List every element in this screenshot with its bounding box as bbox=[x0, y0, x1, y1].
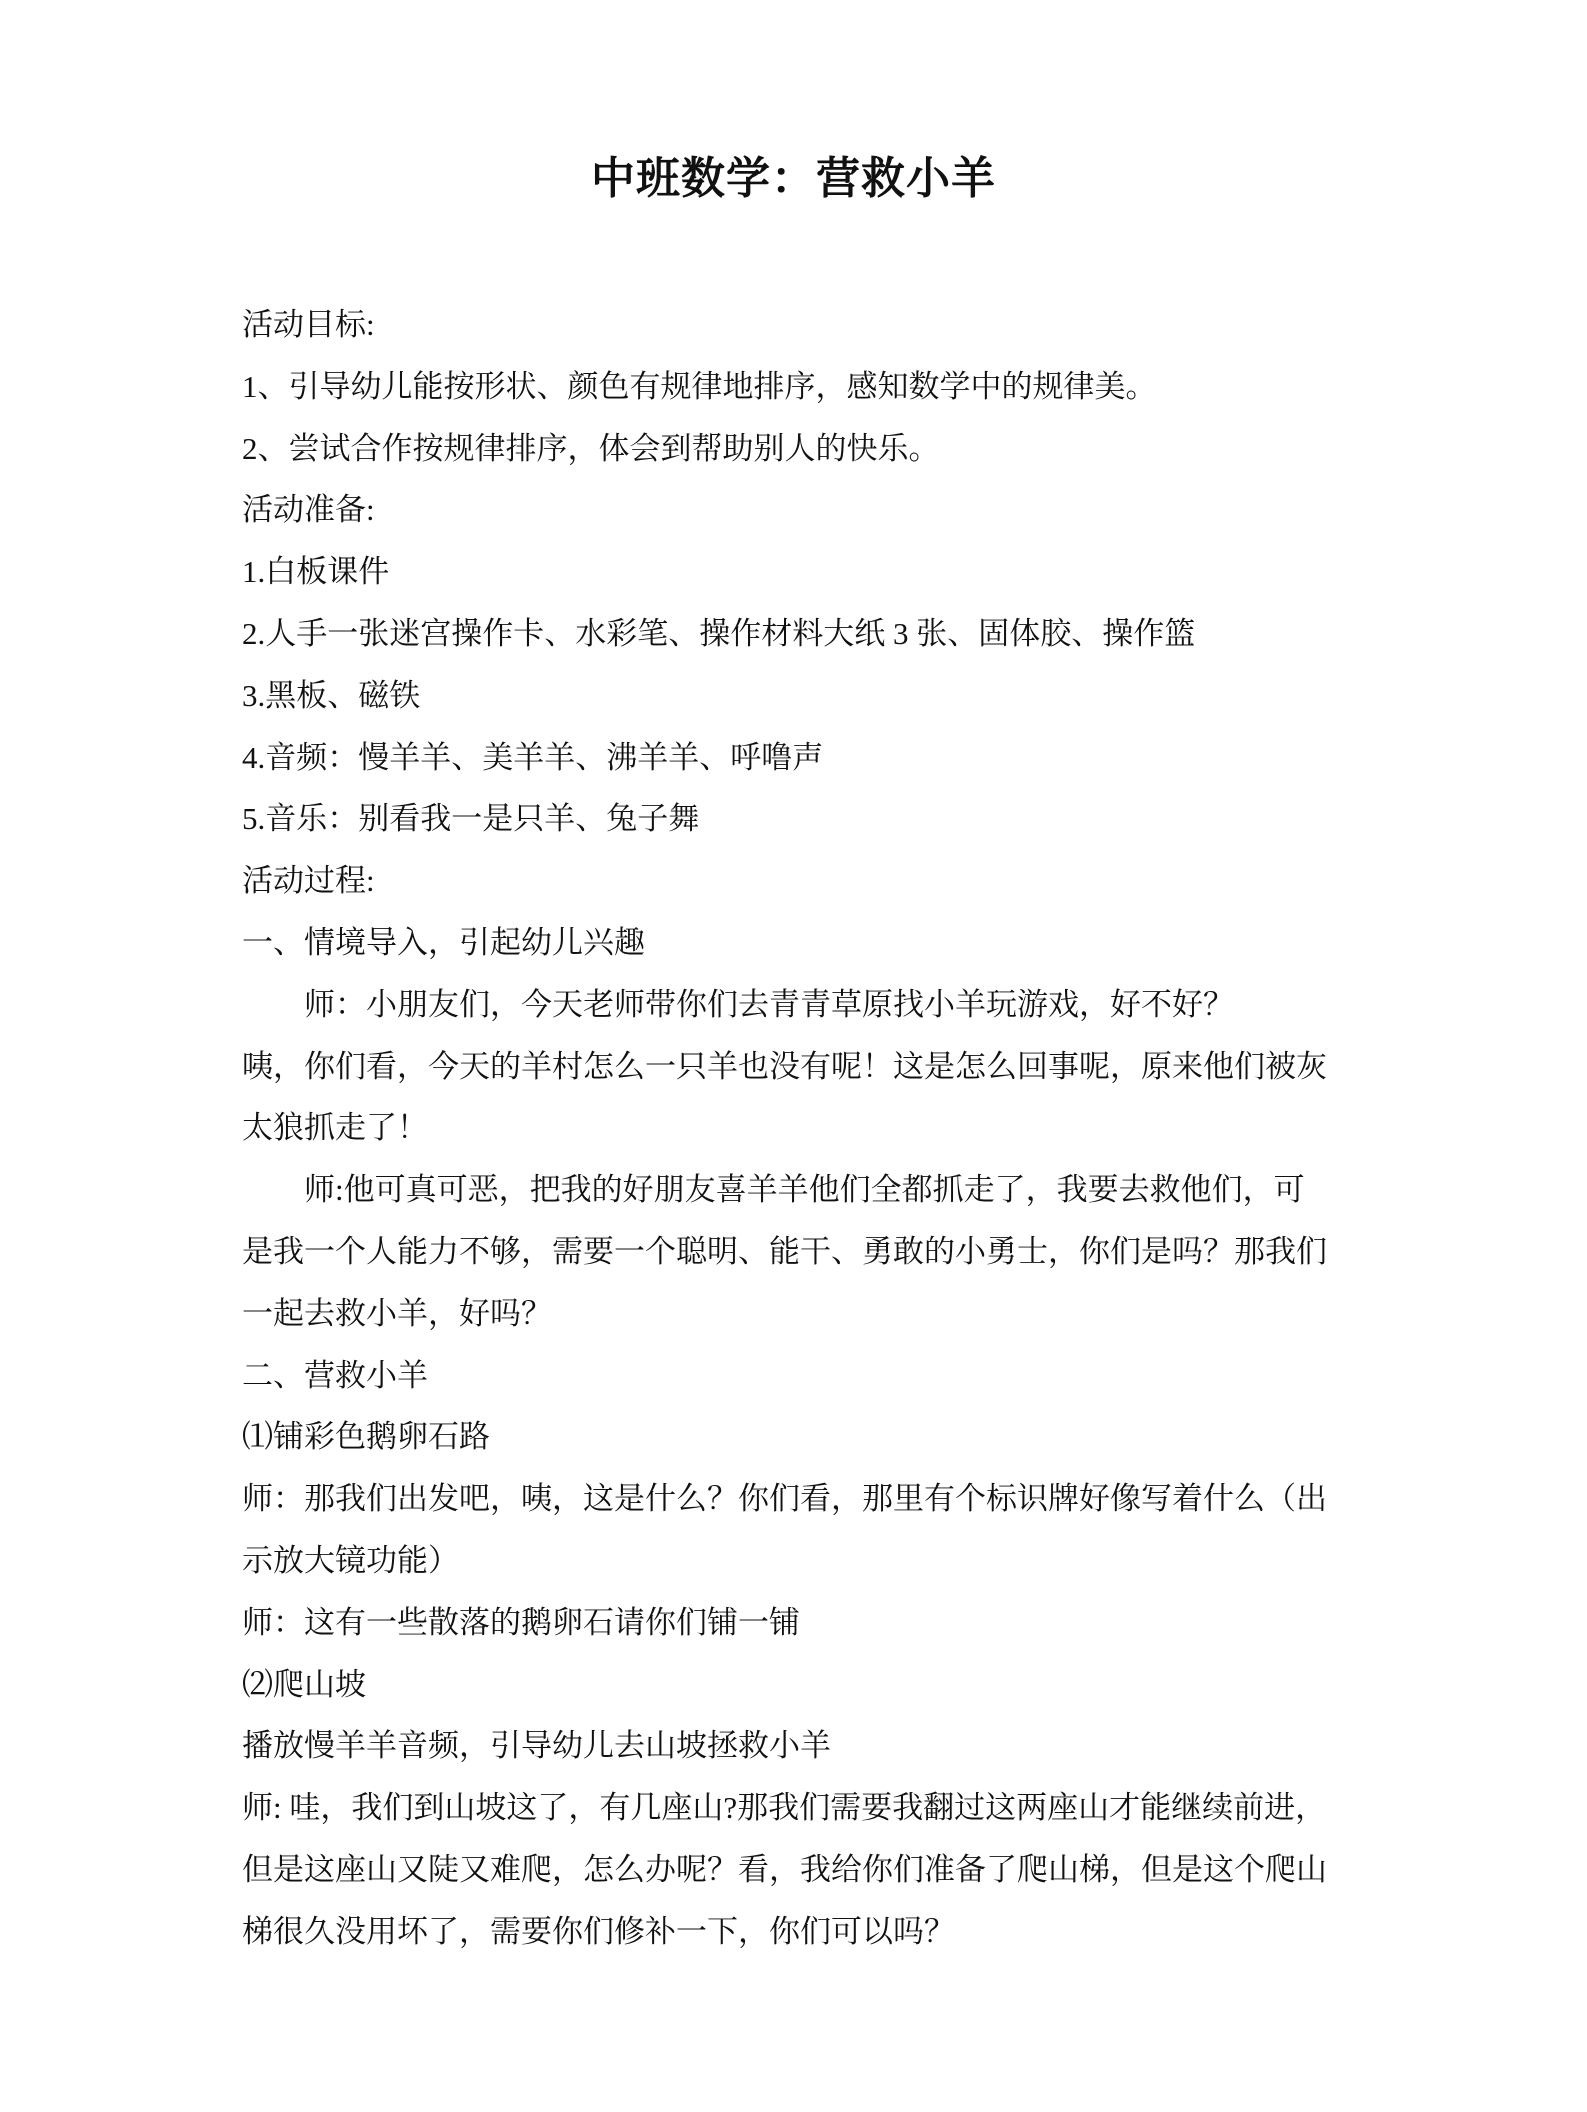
text-line: ⑵爬山坡 bbox=[242, 1666, 366, 1702]
text-line: 一起去救小羊，好吗？ bbox=[242, 1295, 552, 1331]
text-line: 师: 哇，我们到山坡这了，有几座山?那我们需要我翻过这两座山才能继续前进， bbox=[242, 1790, 1327, 1826]
text-line: 4.音频：慢羊羊、美羊羊、沸羊羊、呼噜声 bbox=[242, 739, 824, 775]
text-line: 活动目标: bbox=[242, 307, 375, 342]
document-body bbox=[242, 294, 1352, 1963]
text-line: 活动过程: bbox=[242, 863, 375, 899]
text-line: 太狼抓走了！ bbox=[242, 1110, 428, 1146]
page-title: 中班数学：营救小羊 bbox=[591, 154, 996, 203]
text-line: 梯很久没用坏了，需要你们修补一下，你们可以吗？ bbox=[242, 1913, 955, 1949]
text-line: 咦，你们看，今天的羊村怎么一只羊也没有呢！这是怎么回事呢，原来他们被灰 bbox=[242, 1048, 1327, 1084]
text-line: 活动准备: bbox=[242, 492, 375, 528]
text-line: ⑴铺彩色鹅卵石路 bbox=[242, 1419, 490, 1455]
text-line: 2.人手一张迷宫操作卡、水彩笔、操作材料大纸 3 张、固体胶、操作篮 bbox=[242, 615, 1196, 651]
text-line: 3.黑板、磁铁 bbox=[242, 677, 421, 713]
text-line: 但是这座山又陡又难爬，怎么办呢？看，我给你们准备了爬山梯，但是这个爬山 bbox=[242, 1851, 1327, 1887]
text-line: 师：小朋友们，今天老师带你们去青青草原找小羊玩游戏，好不好？ bbox=[304, 986, 1234, 1022]
text-line: 师：那我们出发吧，咦，这是什么？你们看，那里有个标识牌好像写着什么（出 bbox=[242, 1481, 1327, 1517]
text-line: 示放大镜功能） bbox=[242, 1542, 459, 1578]
text-line: 一、情境导入，引起幼儿兴趣 bbox=[242, 924, 645, 960]
text-line: 2、尝试合作按规律排序，体会到帮助别人的快乐。 bbox=[242, 430, 940, 466]
text-line: 5.音乐：别看我一是只羊、兔子舞 bbox=[242, 801, 700, 837]
text-line: 二、营救小羊 bbox=[242, 1357, 428, 1393]
text-line: 师:他可真可恶，把我的好朋友喜羊羊他们全都抓走了，我要去救他们，可 bbox=[304, 1172, 1305, 1208]
text-line: 播放慢羊羊音频，引导幼儿去山坡拯救小羊 bbox=[242, 1728, 831, 1764]
text-line: 1.白板课件 bbox=[242, 554, 390, 590]
text-line: 是我一个人能力不够，需要一个聪明、能干、勇敢的小勇士，你们是吗？那我们 bbox=[242, 1233, 1327, 1269]
text-line: 师：这有一些散落的鹅卵石请你们铺一铺 bbox=[242, 1604, 800, 1640]
text-line: 1、引导幼儿能按形状、颜色有规律地排序，感知数学中的规律美。 bbox=[242, 368, 1157, 404]
